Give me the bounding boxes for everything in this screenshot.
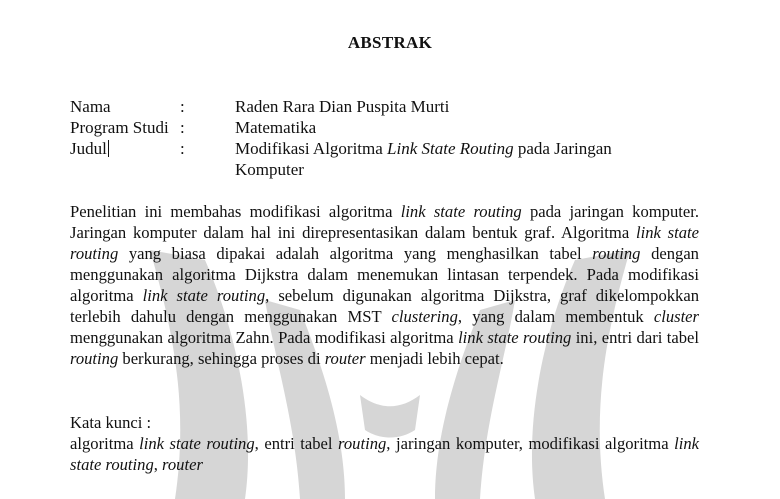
abstract-term: routing: [70, 349, 119, 368]
program-value: Matematika: [235, 118, 317, 137]
thesis-title-part: Modifikasi Algoritma: [235, 139, 388, 158]
thesis-title-italic: Link State Routing: [387, 139, 514, 158]
abstract-text: menggunakan algoritma Zahn. Pada modifikasi algoritma: [70, 328, 459, 347]
abstract-term: link state routing: [70, 223, 699, 263]
watermark-center-arc: [360, 395, 420, 438]
abstract-term: routing: [592, 244, 641, 263]
keywords-list: [70, 433, 699, 475]
keyword-text: ,: [153, 455, 163, 474]
abstract-text: Penelitian ini membahas modifikasi algoritma: [70, 202, 401, 221]
program-colon: :: [180, 118, 185, 137]
abstract-text: ini, entri dari tabel: [571, 328, 699, 347]
keyword-term: routing: [338, 434, 387, 453]
title-label: Judul: [70, 139, 107, 158]
title-colon: :: [180, 139, 185, 158]
abstract-term: link state routing: [142, 286, 266, 305]
abstract-text: , yang dalam membentuk: [457, 307, 654, 326]
abstract-term: clustering: [391, 307, 458, 326]
name-colon: :: [180, 97, 185, 116]
name-value: Raden Rara Dian Puspita Murti: [235, 97, 450, 116]
program-label: Program Studi: [70, 118, 169, 137]
name-label: Nama: [70, 97, 111, 116]
abstract-text: berkurang, sehingga proses di: [118, 349, 325, 368]
abstract-term: link state routing: [458, 328, 572, 347]
abstract-text: , sebelum digunakan algoritma Dijkstra, graf dikelompokkan terlebih dahulu dengan menggunakan MST: [70, 286, 699, 326]
keywords-heading: Kata kunci :: [70, 413, 152, 432]
title-label-wrap: [70, 138, 109, 159]
page-title: ABSTRAK: [347, 33, 433, 52]
keyword-text: algoritma: [70, 434, 140, 453]
text-cursor: [108, 140, 109, 157]
abstract-text: yang biasa dipakai adalah algoritma yang menghasilkan tabel: [118, 244, 593, 263]
keyword-term: link state routing: [70, 434, 699, 474]
keyword-term: router: [162, 455, 203, 474]
abstract-text: dengan menggunakan algoritma Dijkstra dalam menemukan lintasan terpendek. Pada modifikasi algoritma: [70, 244, 699, 305]
abstract-body: [70, 201, 699, 369]
keyword-term: link state routing: [139, 434, 255, 453]
abstract-text: pada jaringan komputer. Jaringan komputer dalam hal ini direpresentasikan dalam bentuk graf. Algoritma: [70, 202, 699, 242]
abstract-term: link state routing: [400, 202, 522, 221]
thesis-title-part: pada Jaringan Komputer: [235, 139, 612, 179]
keyword-text: , entri tabel: [254, 434, 339, 453]
abstract-term: router: [324, 349, 366, 368]
keyword-text: , jaringan komputer, modifikasi algoritma: [386, 434, 675, 453]
thesis-title-value: [235, 138, 675, 180]
abstract-term: cluster: [653, 307, 700, 326]
abstract-text: menjadi lebih cepat.: [365, 349, 504, 368]
